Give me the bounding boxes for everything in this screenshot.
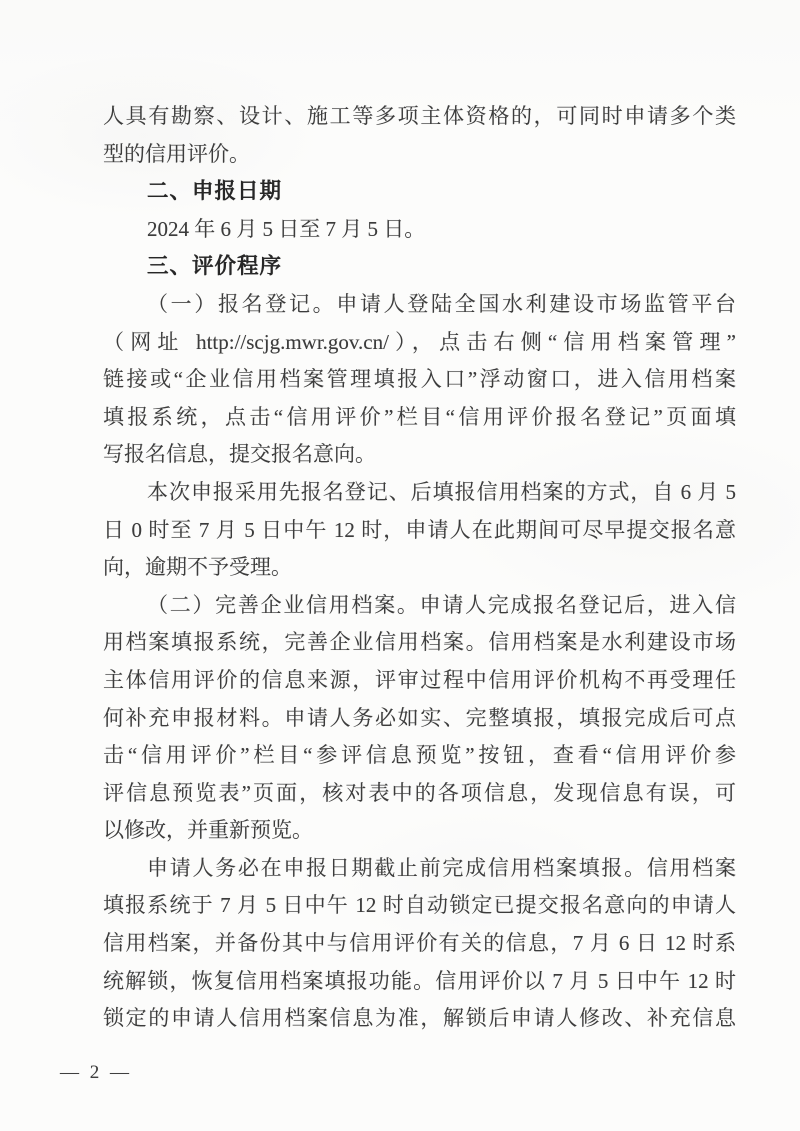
paragraph: [103, 587, 736, 850]
text-line: 二、申报日期: [147, 179, 283, 204]
text-line: 三、评价程序: [147, 254, 283, 279]
text-line: 填报系统，点击“信用评价”栏目“信用评价报名登记”页面填: [103, 404, 736, 429]
text-line: 写报名信息，提交报名意向。: [103, 442, 376, 467]
document-body: [103, 98, 736, 1038]
text-line: 型的信用评价。: [103, 141, 250, 166]
text-line: （网址 http://scjg.mwr.gov.cn/），点击右侧“信用档案管理”: [103, 329, 736, 354]
text-line: 以修改，并重新预览。: [103, 818, 313, 843]
text-line: 击“信用评价”栏目“参评信息预览”按钮，查看“信用评价参: [103, 743, 736, 768]
text-line: 日 0 时至 7 月 5 日中午 12 时，申请人在此期间可尽早提交报名意: [103, 517, 736, 542]
paragraph: [103, 286, 736, 474]
paragraph: [103, 98, 736, 173]
section-heading: [103, 173, 736, 211]
text-line: 申请人务必在申报日期截止前完成信用档案填报。信用档案: [147, 855, 736, 880]
page-number: — 2 —: [60, 1062, 132, 1083]
text-line: 链接或“企业信用档案管理填报入口”浮动窗口，进入信用档案: [103, 367, 736, 392]
section-heading: [103, 248, 736, 286]
text-line: 评信息预览表”页面，核对表中的各项信息，发现信息有误，可: [103, 780, 736, 805]
text-line: 用档案填报系统，完善企业信用档案。信用档案是水利建设市场: [103, 630, 736, 655]
text-line: 信用档案，并备份其中与信用评价有关的信息，7 月 6 日 12 时系: [103, 931, 736, 956]
text-line: （二）完善企业信用档案。申请人完成报名登记后，进入信: [147, 592, 736, 617]
text-line: 人具有勘察、设计、施工等多项主体资格的，可同时申请多个类: [103, 104, 736, 128]
paragraph: [103, 850, 736, 1038]
text-line: 向，逾期不予受理。: [103, 555, 292, 580]
text-line: 统解锁，恢复信用档案填报功能。信用评价以 7 月 5 日中午 12 时: [103, 968, 736, 993]
text-line: 本次申报采用先报名登记、后填报信用档案的方式，自 6 月 5: [147, 479, 736, 504]
text-line: 填报系统于 7 月 5 日中午 12 时自动锁定已提交报名意向的申请人: [103, 893, 736, 918]
paragraph: [103, 474, 736, 587]
text-line: 主体信用评价的信息来源，评审过程中信用评价机构不再受理任: [103, 667, 736, 692]
text-line: 2024 年 6 月 5 日至 7 月 5 日。: [147, 216, 426, 241]
text-line: 锁定的申请人信用档案信息为准，解锁后申请人修改、补充信息: [103, 1006, 736, 1031]
text-line: 何补充申报材料。申请人务必如实、完整填报，填报完成后可点: [103, 705, 736, 730]
paragraph: [103, 211, 736, 249]
text-line: （一）报名登记。申请人登陆全国水利建设市场监管平台: [147, 291, 736, 316]
